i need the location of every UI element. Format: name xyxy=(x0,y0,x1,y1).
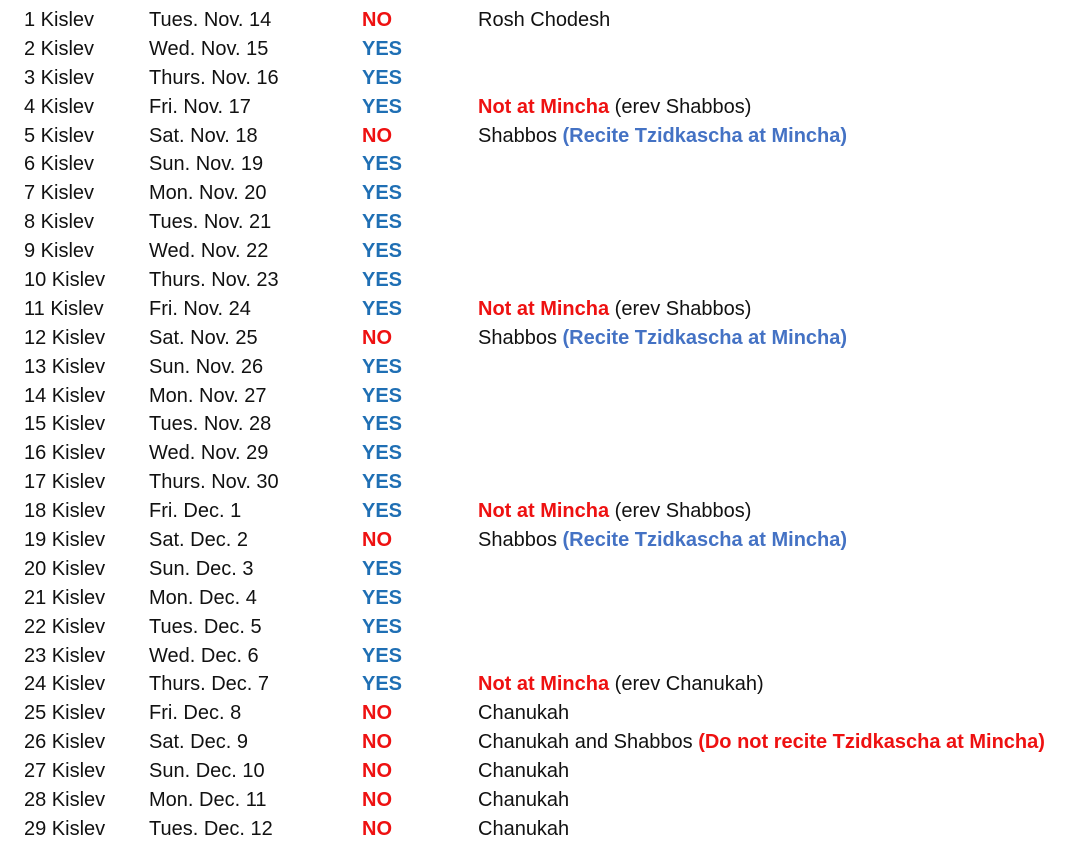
hebrew-date: 18 Kislev xyxy=(24,500,106,523)
hebrew-date: 19 Kislev xyxy=(24,529,106,552)
schedule-row xyxy=(0,642,1082,671)
schedule-row xyxy=(0,150,1082,179)
note-segment: (Recite Tzidkascha at Mincha) xyxy=(562,326,848,349)
hebrew-date: 28 Kislev xyxy=(24,789,106,812)
civil-date: Sun. Nov. 26 xyxy=(149,355,264,378)
schedule-row xyxy=(0,35,1082,64)
schedule-row xyxy=(0,324,1082,353)
tachanun-status: YES xyxy=(362,211,403,234)
hebrew-date: 11 Kislev xyxy=(24,297,104,320)
note-segment: (Recite Tzidkascha at Mincha) xyxy=(562,124,848,147)
day-note xyxy=(478,786,569,815)
tachanun-status: YES xyxy=(362,153,403,176)
tachanun-status: NO xyxy=(362,124,392,147)
hebrew-date: 23 Kislev xyxy=(24,644,106,667)
tachanun-status: YES xyxy=(362,269,403,292)
tachanun-status: NO xyxy=(362,326,392,349)
schedule-row xyxy=(0,410,1082,439)
tachanun-status: NO xyxy=(362,529,392,552)
civil-date: Mon. Dec. 11 xyxy=(149,789,267,812)
civil-date: Mon. Nov. 27 xyxy=(149,384,267,407)
civil-date: Sun. Dec. 3 xyxy=(149,557,254,580)
hebrew-date: 9 Kislev xyxy=(24,240,95,263)
tachanun-status: YES xyxy=(362,471,403,494)
note-segment: (erev Chanukah) xyxy=(609,673,764,696)
schedule-row xyxy=(0,439,1082,468)
hebrew-date: 22 Kislev xyxy=(24,615,106,638)
hebrew-date: 10 Kislev xyxy=(24,269,106,292)
note-segment: Not at Mincha xyxy=(478,297,610,320)
tachanun-status: NO xyxy=(362,760,392,783)
schedule-row xyxy=(0,468,1082,497)
hebrew-date: 13 Kislev xyxy=(24,355,106,378)
note-segment: (Recite Tzidkascha at Mincha) xyxy=(562,529,848,552)
schedule-row xyxy=(0,208,1082,237)
hebrew-date: 8 Kislev xyxy=(24,211,95,234)
civil-date: Mon. Nov. 20 xyxy=(149,182,267,205)
hebrew-date: 1 Kislev xyxy=(24,9,95,31)
hebrew-date: 17 Kislev xyxy=(24,471,106,494)
hebrew-date: 26 Kislev xyxy=(24,731,106,754)
civil-date: Tues. Dec. 5 xyxy=(149,615,262,638)
schedule-row xyxy=(0,757,1082,786)
note-segment: (erev Shabbos) xyxy=(609,297,752,320)
schedule-row xyxy=(0,122,1082,151)
tachanun-status: NO xyxy=(362,817,392,840)
tachanun-status: YES xyxy=(362,182,403,205)
civil-date: Thurs. Dec. 7 xyxy=(149,673,270,696)
tachanun-status: YES xyxy=(362,673,403,696)
civil-date: Fri. Dec. 1 xyxy=(149,500,242,523)
tachanun-status: YES xyxy=(362,557,403,580)
civil-date: Wed. Nov. 22 xyxy=(149,240,269,263)
note-segment: Shabbos xyxy=(478,326,563,349)
tachanun-status: YES xyxy=(362,240,403,263)
hebrew-date: 16 Kislev xyxy=(24,442,106,465)
civil-date: Tues. Nov. 14 xyxy=(149,9,272,31)
day-note xyxy=(478,295,751,324)
tachanun-status: YES xyxy=(362,500,403,523)
hebrew-date: 2 Kislev xyxy=(24,37,95,60)
civil-date: Mon. Dec. 4 xyxy=(149,586,257,609)
civil-date: Sat. Nov. 25 xyxy=(149,326,258,349)
day-note xyxy=(478,526,847,555)
hebrew-date: 12 Kislev xyxy=(24,326,106,349)
civil-date: Sat. Nov. 18 xyxy=(149,124,258,147)
hebrew-date: 6 Kislev xyxy=(24,153,95,176)
civil-date: Sun. Nov. 19 xyxy=(149,153,264,176)
day-note xyxy=(478,122,847,151)
civil-date: Thurs. Nov. 16 xyxy=(149,66,279,89)
civil-date: Wed. Nov. 29 xyxy=(149,442,269,465)
note-segment: (erev Shabbos) xyxy=(609,500,752,523)
schedule-row xyxy=(0,237,1082,266)
day-note xyxy=(478,815,569,844)
schedule-row xyxy=(0,382,1082,411)
hebrew-date: 14 Kislev xyxy=(24,384,106,407)
tachanun-status: NO xyxy=(362,789,392,812)
schedule-row xyxy=(0,786,1082,815)
tachanun-status: YES xyxy=(362,615,403,638)
hebrew-date: 15 Kislev xyxy=(24,413,106,436)
civil-date: Tues. Nov. 28 xyxy=(149,413,272,436)
hebrew-date: 27 Kislev xyxy=(24,760,106,783)
schedule-row xyxy=(0,6,1082,35)
civil-date: Thurs. Nov. 30 xyxy=(149,471,279,494)
schedule-row xyxy=(0,497,1082,526)
day-note xyxy=(478,670,764,699)
note-segment: Shabbos xyxy=(478,124,563,147)
day-note xyxy=(478,728,1045,757)
tachanun-status: YES xyxy=(362,586,403,609)
tachanun-status: YES xyxy=(362,413,403,436)
hebrew-date: 25 Kislev xyxy=(24,702,106,725)
day-note xyxy=(478,497,751,526)
hebrew-date: 21 Kislev xyxy=(24,586,106,609)
schedule-row xyxy=(0,93,1082,122)
schedule-row xyxy=(0,353,1082,382)
note-segment: Chanukah xyxy=(478,817,570,840)
civil-date: Fri. Nov. 24 xyxy=(149,297,251,320)
hebrew-date: 4 Kislev xyxy=(24,95,95,118)
tachanun-status: YES xyxy=(362,355,403,378)
note-segment: Not at Mincha xyxy=(478,95,610,118)
schedule-row xyxy=(0,179,1082,208)
hebrew-date: 5 Kislev xyxy=(24,124,95,147)
note-segment: Not at Mincha xyxy=(478,500,610,523)
note-segment: (Do not recite Tzidkascha at Mincha) xyxy=(698,731,1045,754)
kislev-schedule-table xyxy=(0,6,1082,844)
schedule-row xyxy=(0,699,1082,728)
tachanun-status: YES xyxy=(362,297,403,320)
civil-date: Tues. Dec. 12 xyxy=(149,817,273,840)
schedule-row xyxy=(0,555,1082,584)
hebrew-date: 20 Kislev xyxy=(24,557,106,580)
note-segment: Shabbos xyxy=(478,529,563,552)
day-note xyxy=(478,699,569,728)
hebrew-date: 7 Kislev xyxy=(24,182,95,205)
civil-date: Sat. Dec. 9 xyxy=(149,731,248,754)
civil-date: Fri. Nov. 17 xyxy=(149,95,251,118)
schedule-row xyxy=(0,613,1082,642)
note-segment: Not at Mincha xyxy=(478,673,610,696)
schedule-row xyxy=(0,584,1082,613)
civil-date: Sun. Dec. 10 xyxy=(149,760,265,783)
tachanun-status: NO xyxy=(362,9,392,31)
schedule-row xyxy=(0,266,1082,295)
civil-date: Thurs. Nov. 23 xyxy=(149,269,279,292)
note-segment: Chanukah xyxy=(478,702,570,725)
tachanun-status: YES xyxy=(362,37,403,60)
tachanun-status: YES xyxy=(362,95,403,118)
civil-date: Wed. Dec. 6 xyxy=(149,644,259,667)
tachanun-status: YES xyxy=(362,644,403,667)
tachanun-status: YES xyxy=(362,66,403,89)
tachanun-status: YES xyxy=(362,384,403,407)
civil-date: Tues. Nov. 21 xyxy=(149,211,272,234)
day-note xyxy=(478,93,751,122)
civil-date: Fri. Dec. 8 xyxy=(149,702,242,725)
note-segment: Chanukah xyxy=(478,760,570,783)
schedule-row xyxy=(0,670,1082,699)
tachanun-status: YES xyxy=(362,442,403,465)
hebrew-date: 24 Kislev xyxy=(24,673,106,696)
schedule-row xyxy=(0,295,1082,324)
hebrew-date: 3 Kislev xyxy=(24,66,95,89)
day-note xyxy=(478,6,610,35)
note-segment: Rosh Chodesh xyxy=(478,9,611,31)
schedule-row xyxy=(0,64,1082,93)
hebrew-date: 29 Kislev xyxy=(24,817,106,840)
note-segment: Chanukah and Shabbos xyxy=(478,731,699,754)
civil-date: Wed. Nov. 15 xyxy=(149,37,269,60)
tachanun-status: NO xyxy=(362,731,392,754)
note-segment: Chanukah xyxy=(478,789,570,812)
tachanun-status: NO xyxy=(362,702,392,725)
day-note xyxy=(478,757,569,786)
schedule-row xyxy=(0,526,1082,555)
schedule-row xyxy=(0,728,1082,757)
civil-date: Sat. Dec. 2 xyxy=(149,529,248,552)
day-note xyxy=(478,324,847,353)
note-segment: (erev Shabbos) xyxy=(609,95,752,118)
schedule-row xyxy=(0,815,1082,844)
